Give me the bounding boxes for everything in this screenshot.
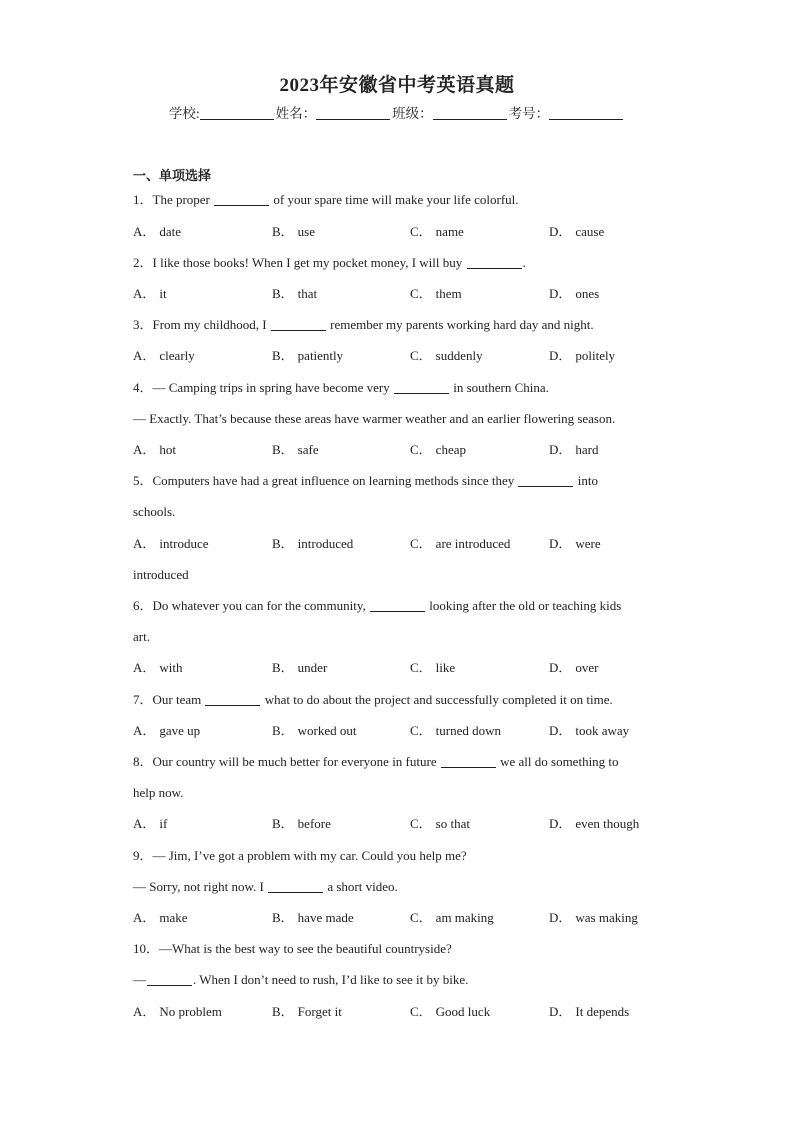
option-c: C． am making [410, 910, 494, 925]
option-d: D． cause [549, 224, 605, 239]
option-b: B． patiently [272, 348, 344, 363]
answer-blank [205, 693, 260, 706]
answer-blank [370, 599, 425, 612]
option-a: A． make [133, 910, 188, 925]
option-a: A． if [133, 816, 168, 831]
option-d: D． It depends [549, 1004, 630, 1019]
question-5-option-d-wrap: introduced [133, 567, 189, 582]
option-b: B． Forget it [272, 1004, 342, 1019]
option-c: C． cheap [410, 442, 466, 457]
option-d: D． politely [549, 348, 616, 363]
option-b: B． have made [272, 910, 354, 925]
number-label: 考号： [508, 106, 550, 121]
option-c: C． turned down [410, 723, 502, 738]
option-c: C． them [410, 286, 462, 301]
answer-blank [518, 474, 573, 487]
option-a: A． No problem [133, 1004, 222, 1019]
option-b: B． under [272, 660, 328, 675]
question-8-line-1: 8．Our country will be much better for everyone in future we all do something to [133, 754, 619, 769]
option-d: D． was making [549, 910, 638, 925]
option-a: A． clearly [133, 348, 195, 363]
option-c: C． Good luck [410, 1004, 491, 1019]
question-1-line-1: 1．The proper of your spare time will make your life colorful. [133, 192, 519, 207]
option-d: D． were [549, 536, 601, 551]
question-4-line-2: — Exactly. That’s because these areas have warmer weather and an earlier flowering season. [133, 411, 616, 426]
question-6-line-1: 6．Do whatever you can for the community, looking after the old or teaching kids [133, 598, 622, 613]
question-8-line-2: help now. [133, 785, 184, 800]
section-heading: 一、单项选择 [133, 168, 212, 183]
option-c: C． are introduced [410, 536, 511, 551]
option-b: B． safe [272, 442, 319, 457]
page-title: 2023年安徽省中考英语真题 [279, 75, 515, 96]
question-9-line-2: — Sorry, not right now. I a short video. [133, 879, 398, 894]
question-3-line-1: 3．From my childhood, I remember my parents working hard day and night. [133, 317, 594, 332]
option-b: B． use [272, 224, 316, 239]
option-d: D． over [549, 660, 599, 675]
class-label: 班级： [392, 106, 433, 121]
name-label: 姓名： [275, 106, 317, 121]
option-c: C． like [410, 660, 456, 675]
question-9-line-1: 9．— Jim, I’ve got a problem with my car. Could you help me? [133, 848, 467, 863]
student-info-line [0, 102, 794, 122]
answer-blank [214, 193, 269, 206]
question-6-line-2: art. [133, 629, 150, 644]
option-b: B． introduced [272, 536, 354, 551]
option-c: C． suddenly [410, 348, 483, 363]
option-b: B． before [272, 816, 331, 831]
answer-blank [394, 381, 449, 394]
option-a: A． gave up [133, 723, 201, 738]
name-blank [316, 106, 390, 120]
option-b: B． worked out [272, 723, 357, 738]
question-4-line-1: 4．— Camping trips in spring have become very in southern China. [133, 380, 549, 395]
class-blank [433, 106, 507, 120]
option-a: A． introduce [133, 536, 209, 551]
option-a: A． date [133, 224, 182, 239]
question-5-line-1: 5．Computers have had a great influence on learning methods since they into [133, 473, 598, 488]
question-10-line-2: — . When I don’t need to rush, I’d like to see it by bike. [133, 972, 469, 987]
answer-blank [467, 256, 522, 269]
answer-blank [441, 755, 496, 768]
option-d: D． hard [549, 442, 599, 457]
answer-blank [147, 973, 192, 986]
option-c: C． name [410, 224, 464, 239]
school-label: 学校: [168, 106, 200, 121]
option-d: D． took away [549, 723, 630, 738]
question-7-line-1: 7．Our team what to do about the project and successfully completed it on time. [133, 692, 613, 707]
option-a: A． with [133, 660, 183, 675]
question-10-line-1: 10．—What is the best way to see the beautiful countryside? [133, 941, 452, 956]
option-d: D． even though [549, 816, 640, 831]
option-c: C． so that [410, 816, 470, 831]
answer-blank [271, 318, 326, 331]
school-blank [200, 106, 274, 120]
option-a: A． it [133, 286, 167, 301]
option-b: B． that [272, 286, 318, 301]
question-2-line-1: 2．I like those books! When I get my pocket money, I will buy . [133, 255, 526, 270]
answer-blank [268, 880, 323, 893]
number-blank [549, 106, 623, 120]
option-d: D． ones [549, 286, 600, 301]
question-5-line-2: schools. [133, 504, 176, 519]
option-a: A． hot [133, 442, 177, 457]
